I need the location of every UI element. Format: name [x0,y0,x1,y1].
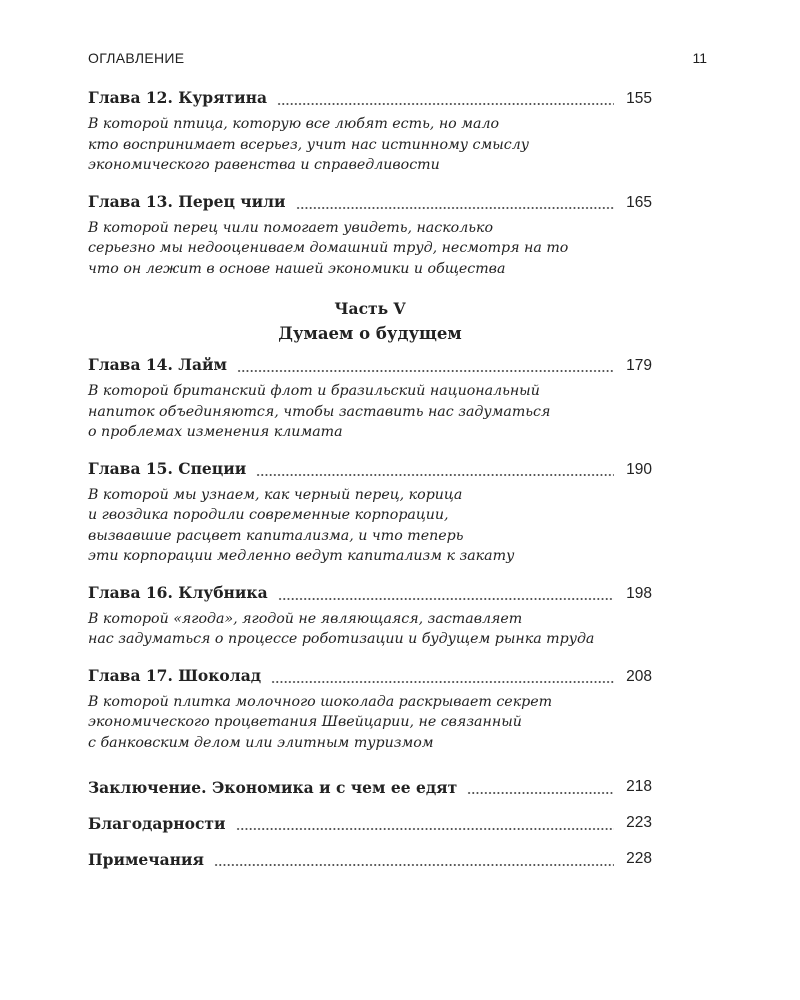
toc-chapter-14 [88,355,652,443]
description-line: о проблемах изменения климата [88,424,343,440]
dot-leader [296,206,614,210]
description-line: серьезно мы недооцениваем домашний труд, несмотря на то [88,240,569,256]
description-line: В которой перец чили помогает увидеть, насколько [88,219,493,236]
chapter-title: Глава 16. Клубника [88,582,268,602]
chapter-title: Глава 13. Перец чили [88,191,286,211]
toc-entry-acknowledgements[interactable] [88,805,652,841]
toc-entry-notes[interactable] [88,841,652,877]
toc-chapter-15 [88,459,652,567]
chapter-page-number: 165 [626,193,652,211]
description-line: нас задуматься о процессе роботизации и будущем рынка труда [88,631,595,647]
part-title: Думаем о будущем [278,324,462,343]
toc-chapter-13 [88,192,652,280]
toc-backmatter [88,769,652,877]
toc-entry-row[interactable] [88,666,652,692]
chapter-description [88,609,652,650]
chapter-description [88,218,652,280]
description-line: В которой птица, которую все любят есть, но мало [88,116,500,132]
toc-entry-conclusion[interactable] [88,769,652,805]
toc-entry-row[interactable] [88,355,652,381]
description-line: В которой мы узнаем, как черный перец, корица [88,486,463,503]
description-line: кто воспринимает всерьез, учит нас истинному смыслу [88,136,529,153]
chapter-page-number: 198 [626,584,652,602]
description-line: с банковским делом или элитным туризмом [88,734,434,751]
description-line: эти корпорации медленно ведут капитализм к закату [88,548,515,564]
part-label: Часть V [334,299,406,318]
dot-leader [256,473,614,477]
entry-title: Примечания [88,849,204,869]
description-line: напиток объединяются, чтобы заставить нас задуматься [88,403,551,420]
description-line: экономического процветания Швейцарии, не связанный [88,714,522,730]
description-line: что он лежит в основе нашей экономики и общества [88,260,506,277]
dot-leader [277,102,614,106]
description-line: и гвоздика породили современные корпорации, [88,507,449,523]
toc-chapter-17 [88,666,652,754]
running-head: ОГЛАВЛЕНИЕ [88,50,185,66]
table-of-contents [88,88,652,877]
entry-page-number: 223 [626,814,652,831]
entry-title: Благодарности [88,813,226,833]
description-line: В которой плитка молочного шоколада раскрывает секрет [88,693,553,710]
toc-entry-row[interactable] [88,88,652,114]
chapter-title: Глава 12. Курятина [88,88,268,107]
entry-page-number: 228 [626,850,652,867]
chapter-title: Глава 17. Шоколад [88,665,262,685]
description-line: В которой британский флот и бразильский национальный [88,383,540,399]
chapter-page-number: 208 [626,667,652,685]
part-heading [88,297,652,347]
toc-entry-row[interactable] [88,192,652,218]
dot-leader [467,791,614,795]
description-line: экономического равенства и справедливости [88,157,440,173]
chapter-title: Глава 15. Специи [88,458,247,478]
entry-title: Заключение. Экономика и с чем ее едят [88,777,458,797]
dot-leader [236,827,615,831]
page-number: 11 [692,50,707,66]
toc-entry-row[interactable] [88,459,652,485]
dot-leader [214,863,614,867]
chapter-description [88,381,652,443]
chapter-description [88,114,652,176]
toc-entry-row[interactable] [88,583,652,609]
chapter-title: Глава 14. Лайм [88,355,227,374]
description-line: вызвавшие расцвет капитализма, и что теперь [88,527,464,544]
chapter-page-number: 190 [626,460,652,478]
chapter-page-number: 155 [626,90,652,107]
description-line: В которой «ягода», ягодой не являющаяся, заставляет [88,610,523,627]
chapter-description [88,485,652,567]
entry-page-number: 218 [626,778,652,795]
dot-leader [278,597,614,601]
toc-chapter-12 [88,88,652,176]
dot-leader [237,369,614,373]
toc-chapter-16 [88,583,652,650]
chapter-description [88,692,652,754]
dot-leader [271,680,614,684]
chapter-page-number: 179 [626,357,652,374]
